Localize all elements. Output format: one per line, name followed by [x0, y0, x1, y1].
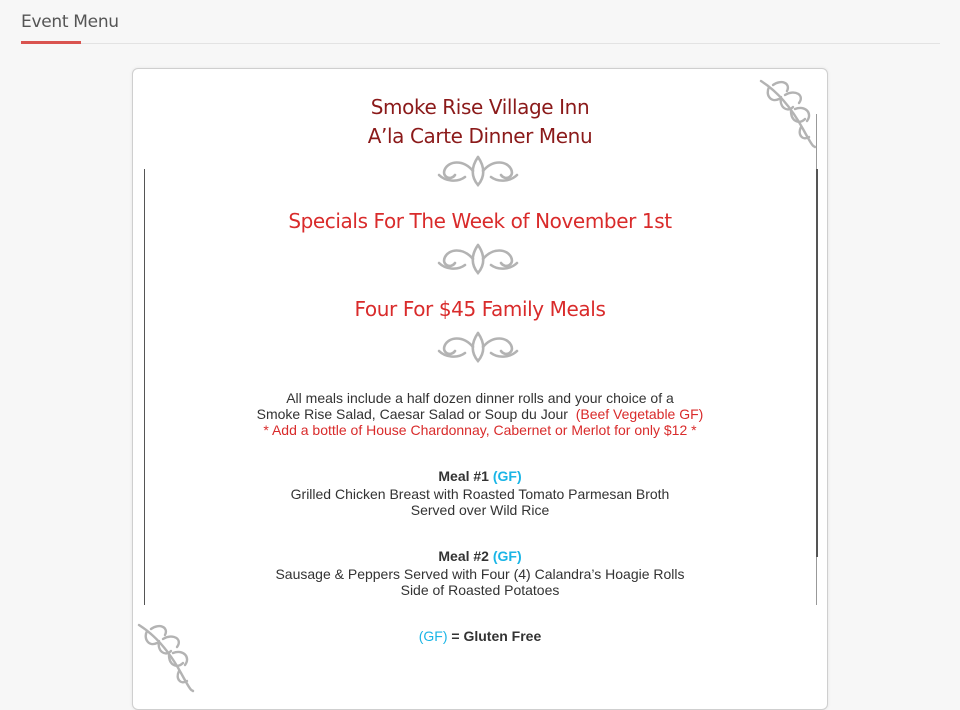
meal-item	[133, 548, 827, 598]
gf-tag: (GF)	[418, 628, 448, 644]
soup-note: (Beef Vegetable GF)	[575, 406, 704, 422]
meal-title	[133, 468, 827, 484]
intro-salad-choices: Smoke Rise Salad, Caesar Salad or Soup du Jour	[256, 406, 568, 422]
meal-side: Served over Wild Rice	[410, 502, 550, 518]
inner-border-left	[144, 169, 145, 605]
intro-line-1: All meals include a half dozen dinner rolls and your choice of a	[286, 390, 674, 406]
meal-main: Grilled Chicken Breast with Roasted Tomato Parmesan Broth	[290, 486, 670, 502]
menu-header	[133, 93, 827, 151]
gf-tag: (GF)	[492, 548, 522, 564]
meal-number: Meal #2	[438, 548, 489, 564]
ornament-divider-icon	[435, 329, 521, 365]
specials-heading: Specials For The Week of November 1st	[288, 209, 672, 233]
page-title: Event Menu	[21, 12, 119, 32]
meal-side: Side of Roasted Potatoes	[400, 582, 560, 598]
meal-title	[133, 548, 827, 564]
meal-intro	[133, 390, 827, 438]
meal-number: Meal #1	[438, 468, 489, 484]
meal-description	[133, 486, 827, 518]
meal-item	[133, 468, 827, 518]
ornament-divider-icon	[435, 241, 521, 277]
title-underline	[21, 41, 81, 44]
family-meals-heading: Four For $45 Family Meals	[354, 297, 606, 321]
menu-card	[132, 68, 828, 710]
gluten-free-legend	[133, 628, 827, 644]
legend-text: = Gluten Free	[451, 628, 542, 644]
wine-note: * Add a bottle of House Chardonnay, Cabernet or Merlot for only $12 *	[263, 422, 697, 438]
menu-name: A’la Carte Dinner Menu	[367, 124, 593, 148]
meal-description	[133, 566, 827, 598]
intro-line-2	[133, 406, 827, 422]
meal-main: Sausage & Peppers Served with Four (4) Calandra’s Hoagie Rolls	[275, 566, 685, 582]
venue-name: Smoke Rise Village Inn	[370, 95, 590, 119]
ornament-divider-icon	[435, 153, 521, 189]
page-header	[21, 10, 940, 44]
gf-tag: (GF)	[492, 468, 522, 484]
